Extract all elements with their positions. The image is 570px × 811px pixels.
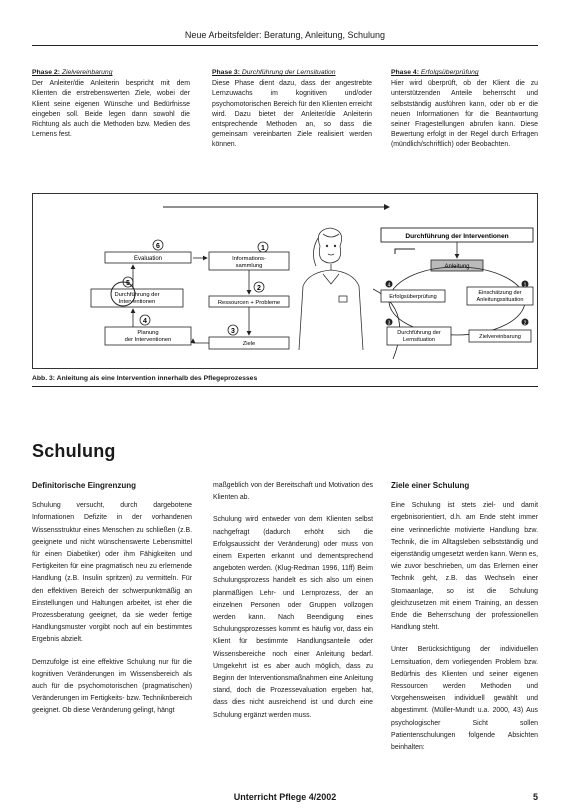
col3-paragraph-2: Unter Berücksichtigung der individuellen Lernsituation, dem vorliegenden Problem bzw. Bedürfnis des Klienten und seiner eigenen Ressourcen werden Methoden und Vorgehensweisen individuell gewählt und abgestimmt. (Müller-Mundt u.a. 2000, 43) Aus psychologischer Sicht sollen Patientenschulungen folgende Absichten beinhalten: (391, 646, 538, 752)
durchfuehrung-interventionen-label: Durchführung der Interventionen (405, 233, 509, 240)
phase-2-title: Zielvereinbarung (61, 69, 113, 76)
phase-3-title: Durchführung der Lernsituation (241, 69, 336, 76)
phase-4-text: Hier wird überprüft, ob der Klient die zu unterstützenden Anteile beherrscht und selbstständig ausführen kann, oder ob er die neuen Informationen für die Beantwortung seiner Fragestellungen abrufen kann. Diese Bewertung erfolgt in der Regel durch Erfragen (mündlich/schriftlich) oder Beobachten. (391, 80, 538, 149)
column-3 (391, 480, 538, 764)
header-rule (32, 45, 538, 46)
col1-paragraph-2: Demzufolge ist eine effektive Schulung nur für die kognitiven Veränderungen im Wissensbereich als auch für die psychomotorischen (pragmatischen) Veränderungen im Fertigkeits- bzw. Techniknbereich geeignet. Ob diese Veränderung gelingt, hängt (32, 658, 192, 715)
phase-3-column (212, 68, 372, 151)
durchfuehrung-label-1: Durchführung der (114, 292, 160, 298)
col1-heading: Definitorische Eingrenzung (32, 481, 137, 490)
phase-2-label: Phase 2: (32, 69, 60, 76)
journal-footer: Unterricht Pflege 4/2002 (233, 792, 337, 802)
planung-label-1: Planung (137, 330, 159, 336)
lernsituation-label-1: Durchführung der (397, 330, 441, 336)
right-step-3-number: 3 (387, 320, 391, 327)
phase-3-text: Diese Phase dient dazu, dass der angestrebte Lernzuwachs im kognitiven und/oder psychomotorischen Bereich für den Klienten erreicht wird. Dazu bietet der Anleiter/die Anleiterin entsprechende Methoden an, so dass die gemeinsam vereinbarten Ziele realisiert werden können. (212, 80, 372, 149)
phase-4-label: Phase 4: (391, 69, 419, 76)
running-header: Neue Arbeitsfelder: Beratung, Anleitung, Schulung (184, 30, 386, 40)
phase-2-text: Der Anleiter/die Anleiterin bespricht mit dem Klienten die erstrebenswerten Ziele, wobei der Klient seine eigenen Wünsche und Bedürfnisse eingeben soll. Beide legen dann sowohl die Richtung als auch die Methoden bzw. Medien des Lernens fest. (32, 80, 190, 139)
nursing-process-diagram (32, 193, 538, 369)
step-5-number: 5 (126, 280, 130, 287)
ressourcen-label: Ressourcen + Probleme (217, 300, 281, 306)
phase-2-column (32, 68, 190, 140)
step-4-number: 4 (143, 318, 147, 325)
diagram-canvas (33, 194, 537, 368)
informationssammlung-label-1: Informations- (232, 256, 266, 262)
column-2 (213, 480, 373, 732)
figure-caption: Abb. 3: Anleitung als eine Intervention innerhalb des Pflegeprozesses (32, 375, 258, 382)
column-1 (32, 480, 192, 728)
arrow-ziele-planung (193, 339, 209, 343)
step-6-number: 6 (156, 243, 160, 250)
einschaetzung-label-2: Anleitungssituation (476, 297, 524, 303)
arrow-to-right-box (395, 249, 415, 254)
page-number: 5 (532, 792, 538, 802)
nurse-illustration-icon (299, 228, 363, 350)
anleitung-label: Anleitung (444, 264, 470, 270)
step-3-number: 3 (231, 328, 235, 335)
phase-4-heading (391, 68, 538, 78)
phase-2-heading (32, 68, 190, 78)
step-2-number: 2 (257, 285, 261, 292)
informationssammlung-label-2: sammlung (235, 263, 263, 269)
phase-3-label: Phase 3: (212, 69, 240, 76)
zielvereinbarung-label: Zielvereinbarung (479, 334, 521, 340)
durchfuehrung-label-2: Interventionen (118, 299, 156, 305)
section-title: Schulung (32, 441, 116, 461)
caption-rule (32, 386, 538, 387)
right-step-4-number: 4 (387, 282, 391, 289)
phase-4-column (391, 68, 538, 151)
lernsituation-label-2: Lernsituation (402, 337, 436, 343)
planung-label-2: der Interventionen (124, 337, 172, 343)
col1-paragraph-1: Schulung versucht, durch dargebotene Informationen Defizite in der vorhandenen Wissensstruktur eines Menschen zu schließen (z.B. geeignete und nicht wünschenswerte Lebensmittel für einen Diabetiker) oder ihm Fähigkeiten und Fertigkeiten für eine pragmatisch neu zu erlernende Handlung (z.B. Insulin spritzen) zu vermitteln. Für den effektiven Bereich der schwerpunktmäßig an Einstellungen und Haltungen arbeitet, ist eher die Prozessberatung geeignet, da sie weder fertige Handlungsmuster vorgibt noch auf ein bestimmtes Ergebnis abzielt. (32, 502, 192, 644)
col2-paragraph-1: maßgeblich von der Bereitschaft und Motivation des Klienten ab. (213, 482, 373, 502)
phase-4-title: Erfolgsüberprüfung (420, 69, 479, 76)
col3-heading: Ziele einer Schulung (391, 481, 470, 490)
einschaetzung-label-1: Einschätzung der (478, 290, 522, 296)
col3-paragraph-1: Eine Schulung ist stets ziel- und damit ergebnisorientiert, d.h. am Ende steht immer eine verinnerlichte motivierte Handlung bzw. Technik, die im Alltagsleben selbstständig und eigenständig umgesetzt werden kann. Wenn es, wie zuvor beschrieben, um das Erlernen einer Technik geht, z.B. das Wechseln einer Stomaanlage, so ist die Schulung gleichzusetzen mit einem Training, an dessen Ende die Beherrschung der professionellen Handlung steht. (391, 502, 538, 632)
erfolgspruefung-label: Erfolgsüberprüfung (389, 294, 437, 300)
ziele-label: Ziele (242, 341, 256, 347)
evaluation-label: Evaluation (133, 256, 163, 262)
phase-3-heading (212, 68, 372, 78)
right-step-2-number: 2 (523, 320, 527, 327)
step-1-number: 1 (261, 245, 265, 252)
right-step-1-number: 1 (523, 282, 527, 289)
col2-paragraph-2: Schulung wird entweder von dem Klienten selbst nachgefragt (dadurch erhöht sich die Erfolgsaussicht der Veränderung) oder muss von einem Experten erkannt und dementsprechend angeboten werden. (Klug-Redman 1996, 11ff) Beim Schulungsprozess handelt es sich also um einen planmäßigen Lehr- und Lernprozess, der an einzelnen Personen oder Gruppen vollzogen werden kann. Nach Beendigung eines Schulungsprozesses kommt es häufig vor, dass ein Klient für bestimmte Handlungsanteile oder Wissensbereiche noch einer Anleitung bedarf. Umgekehrt ist es aber auch möglich, dass zu Beginn der Interventionsmaßnahmen eine Anleitung stand, doch die Prozessevaluation ergeben hat, dass dies nicht ausreichend ist und durch eine Schulung ergänzt werden muss. (213, 516, 373, 719)
